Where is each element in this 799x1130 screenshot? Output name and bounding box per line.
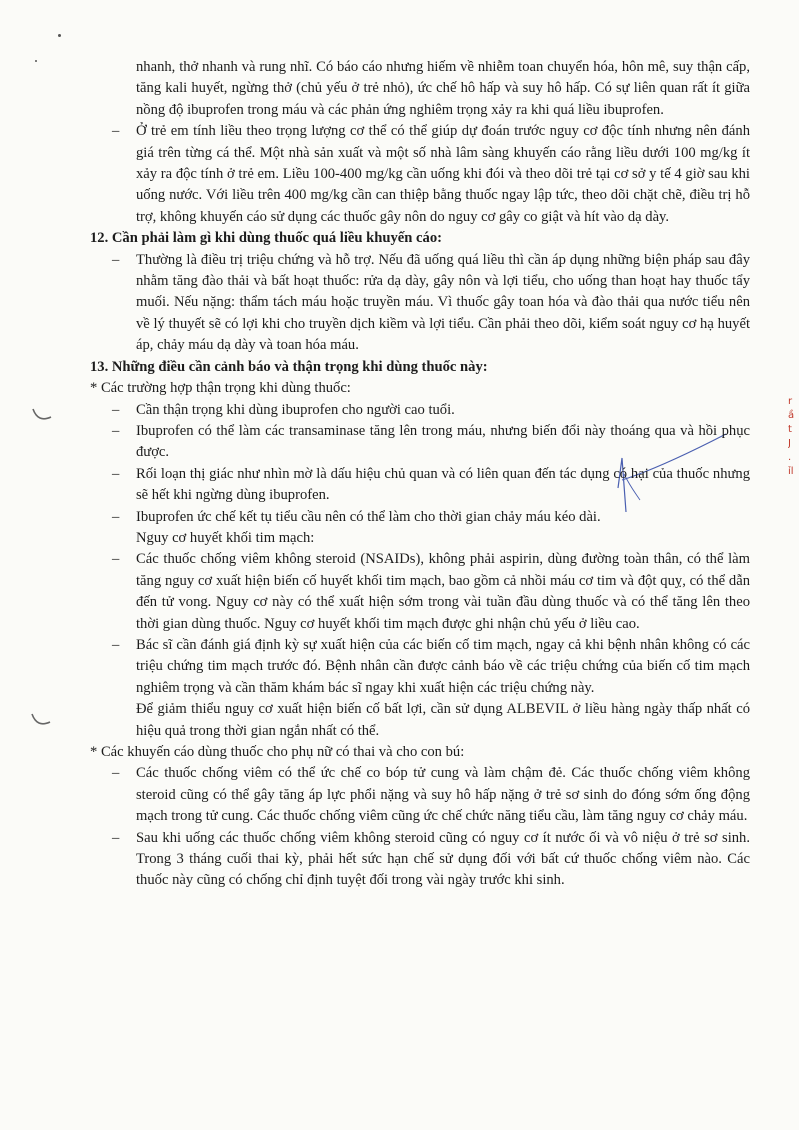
dash-bullet: – [112,465,120,482]
list-item [88,763,750,827]
subsection-label: * Các khuyến cáo dùng thuốc cho phụ nữ có thai và cho con bú: [90,744,465,760]
punch-mark-icon [29,710,53,732]
list-item-text: Thường là điều trị triệu chứng và hỗ trợ. Nếu đã uống quá liều thì cần áp dụng những biện pháp sau đây nhằm tăng đào thải và bất hoạt thuốc: rửa dạ dày, gây nôn và lợi tiểu, cho uống than hoạt hay thuốc tẩy muối. Nếu nặng: thẩm tách máu hoặc truyền máu. Vì thuốc gây toan hóa và đào thải qua nước tiểu nên về lý thuyết sẽ có lợi khi cho truyền dịch kiềm và lợi tiểu. Cần phải theo dõi, kiểm soát nguy cơ hạ huyết áp, chảy máu dạ dày và toan hóa máu. [136,251,750,354]
dash-bullet: – [112,508,120,525]
list-item-text: Ibuprofen có thể làm các transaminase tăng lên trong máu, nhưng biến đổi này thoáng qua và hồi phục được. [136,422,750,461]
list-item [88,507,750,528]
dash-bullet: – [112,636,120,653]
paragraph: Để giảm thiểu nguy cơ xuất hiện biến cố bất lợi, cần sử dụng ALBEVIL ở liều hàng ngày thấp nhất có hiệu quả trong thời gian ngắn nhất có thể. [136,701,750,739]
list-item [88,400,750,421]
list-item-text: Ở trẻ em tính liều theo trọng lượng cơ thể có thể giúp dự đoán trước nguy cơ độc tính nhưng nên đánh giá trên từng cá thể. Một nhà sản xuất và một số nhà lâm sàng khuyến cáo rằng liều dưới 100 mg/kg ít xảy ra độc tính ở trẻ em. Liều 100-400 mg/kg cần uống khi đói và theo dõi trẻ tại cơ sở y tế 4 giờ sau khi uống nước. Với liều trên 400 mg/kg cần can thiệp bằng thuốc ngay lập tức, theo dõi chặt chẽ, điều trị hỗ trợ, không khuyến cáo sử dụng các thuốc gây nôn do nguy cơ gây co giật và hít vào dạ dày. [136,123,750,225]
punch-mark-icon [30,405,54,427]
list-item-text: Sau khi uống các thuốc chống viêm không steroid cũng có nguy cơ ít nước ối và vô niệu ở trẻ sơ sinh. Trong 3 tháng cuối thai kỳ, phải hết sức hạn chế sử dụng đối với bất cứ thuốc chống viêm nào. Các thuốc này cũng có chống chỉ định tuyệt đối trong vài ngày trước khi sinh. [136,829,750,889]
list-item [88,121,750,228]
subsection-label: * Các trường hợp thận trọng khi dùng thuốc: [90,380,351,397]
list-item [88,635,750,699]
stamp-fragment: r ầ t J . ỉl [788,396,795,477]
dash-bullet: – [112,123,120,140]
dash-bullet: – [112,422,120,439]
document-body [88,57,750,892]
list-item-text: Cần thận trọng khi dùng ibuprofen cho người cao tuổi. [136,401,455,418]
list-item [88,464,750,507]
list-item-text: Các thuốc chống viêm có thể ức chế co bóp tử cung và làm chậm đẻ. Các thuốc chống viêm không steroid cũng có thể gây tăng áp lực phổi nặng và suy hô hấp nặng ở trẻ sơ sinh do đóng sớm ống động mạch trong tử cung. Các thuốc chống viêm cũng ức chế chức năng tiểu cầu, làm tăng nguy cơ chảy máu. [136,765,750,825]
list-item [88,828,750,892]
list-item [88,250,750,357]
list-item-text: Ibuprofen ức chế kết tụ tiểu cầu nên có thể làm cho thời gian chảy máu kéo dài. [136,508,601,525]
paragraph: Nguy cơ huyết khối tim mạch: [136,529,315,546]
list-item [88,549,750,635]
paragraph: nhanh, thở nhanh và rung nhĩ. Có báo cáo nhưng hiếm về nhiễm toan chuyển hóa, hôn mê, suy thận cấp, tăng kali huyết, ngừng thở (chủ yếu ở trẻ nhỏ), ức chế hô hấp và suy hô hấp. Có sự liên quan rất ít giữa nồng độ ibuprofen trong máu và các phản ứng nghiêm trọng xảy ra khi quá liều ibuprofen. [136,59,750,118]
list-item-text: Bác sĩ cần đánh giá định kỳ sự xuất hiện của các biến cố tim mạch, ngay cả khi bệnh nhân không có các triệu chứng tim mạch trước đó. Bệnh nhân cần được cảnh báo về các triệu chứng của biến cố tim mạch nghiêm trọng và cần thăm khám bác sĩ ngay khi xuất hiện các triệu chứng này. [136,636,750,696]
dash-bullet: – [112,551,120,568]
scan-dot [35,60,37,62]
dash-bullet: – [112,765,120,782]
dash-bullet: – [112,251,120,268]
list-item-text: Các thuốc chống viêm không steroid (NSAIDs), không phải aspirin, dùng đường toàn thân, có thể làm tăng nguy cơ xuất hiện biến cố huyết khối tim mạch, bao gồm cả nhồi máu cơ tim và đột quỵ, có thể dẫn đến tử vong. Nguy cơ này có thể xuất hiện sớm trong vài tuần đầu dùng thuốc và có thể tăng lên theo thời gian dùng thuốc. Nguy cơ huyết khối tim mạch được ghi nhận chủ yếu ở liều cao. [136,551,750,632]
dash-bullet: – [112,401,120,418]
scan-dot [58,34,61,37]
dash-bullet: – [112,829,120,846]
section-heading: 12. Cần phải làm gì khi dùng thuốc quá liều khuyến cáo: [90,230,442,247]
section-heading: 13. Những điều cần cảnh báo và thận trọng khi dùng thuốc này: [90,358,488,375]
list-item [88,421,750,464]
list-item-text: Rối loạn thị giác như nhìn mờ là dấu hiệu chủ quan và có liên quan đến tác dụng có hại của thuốc nhưng sẽ hết khi ngừng dùng ibuprofen. [136,465,750,504]
